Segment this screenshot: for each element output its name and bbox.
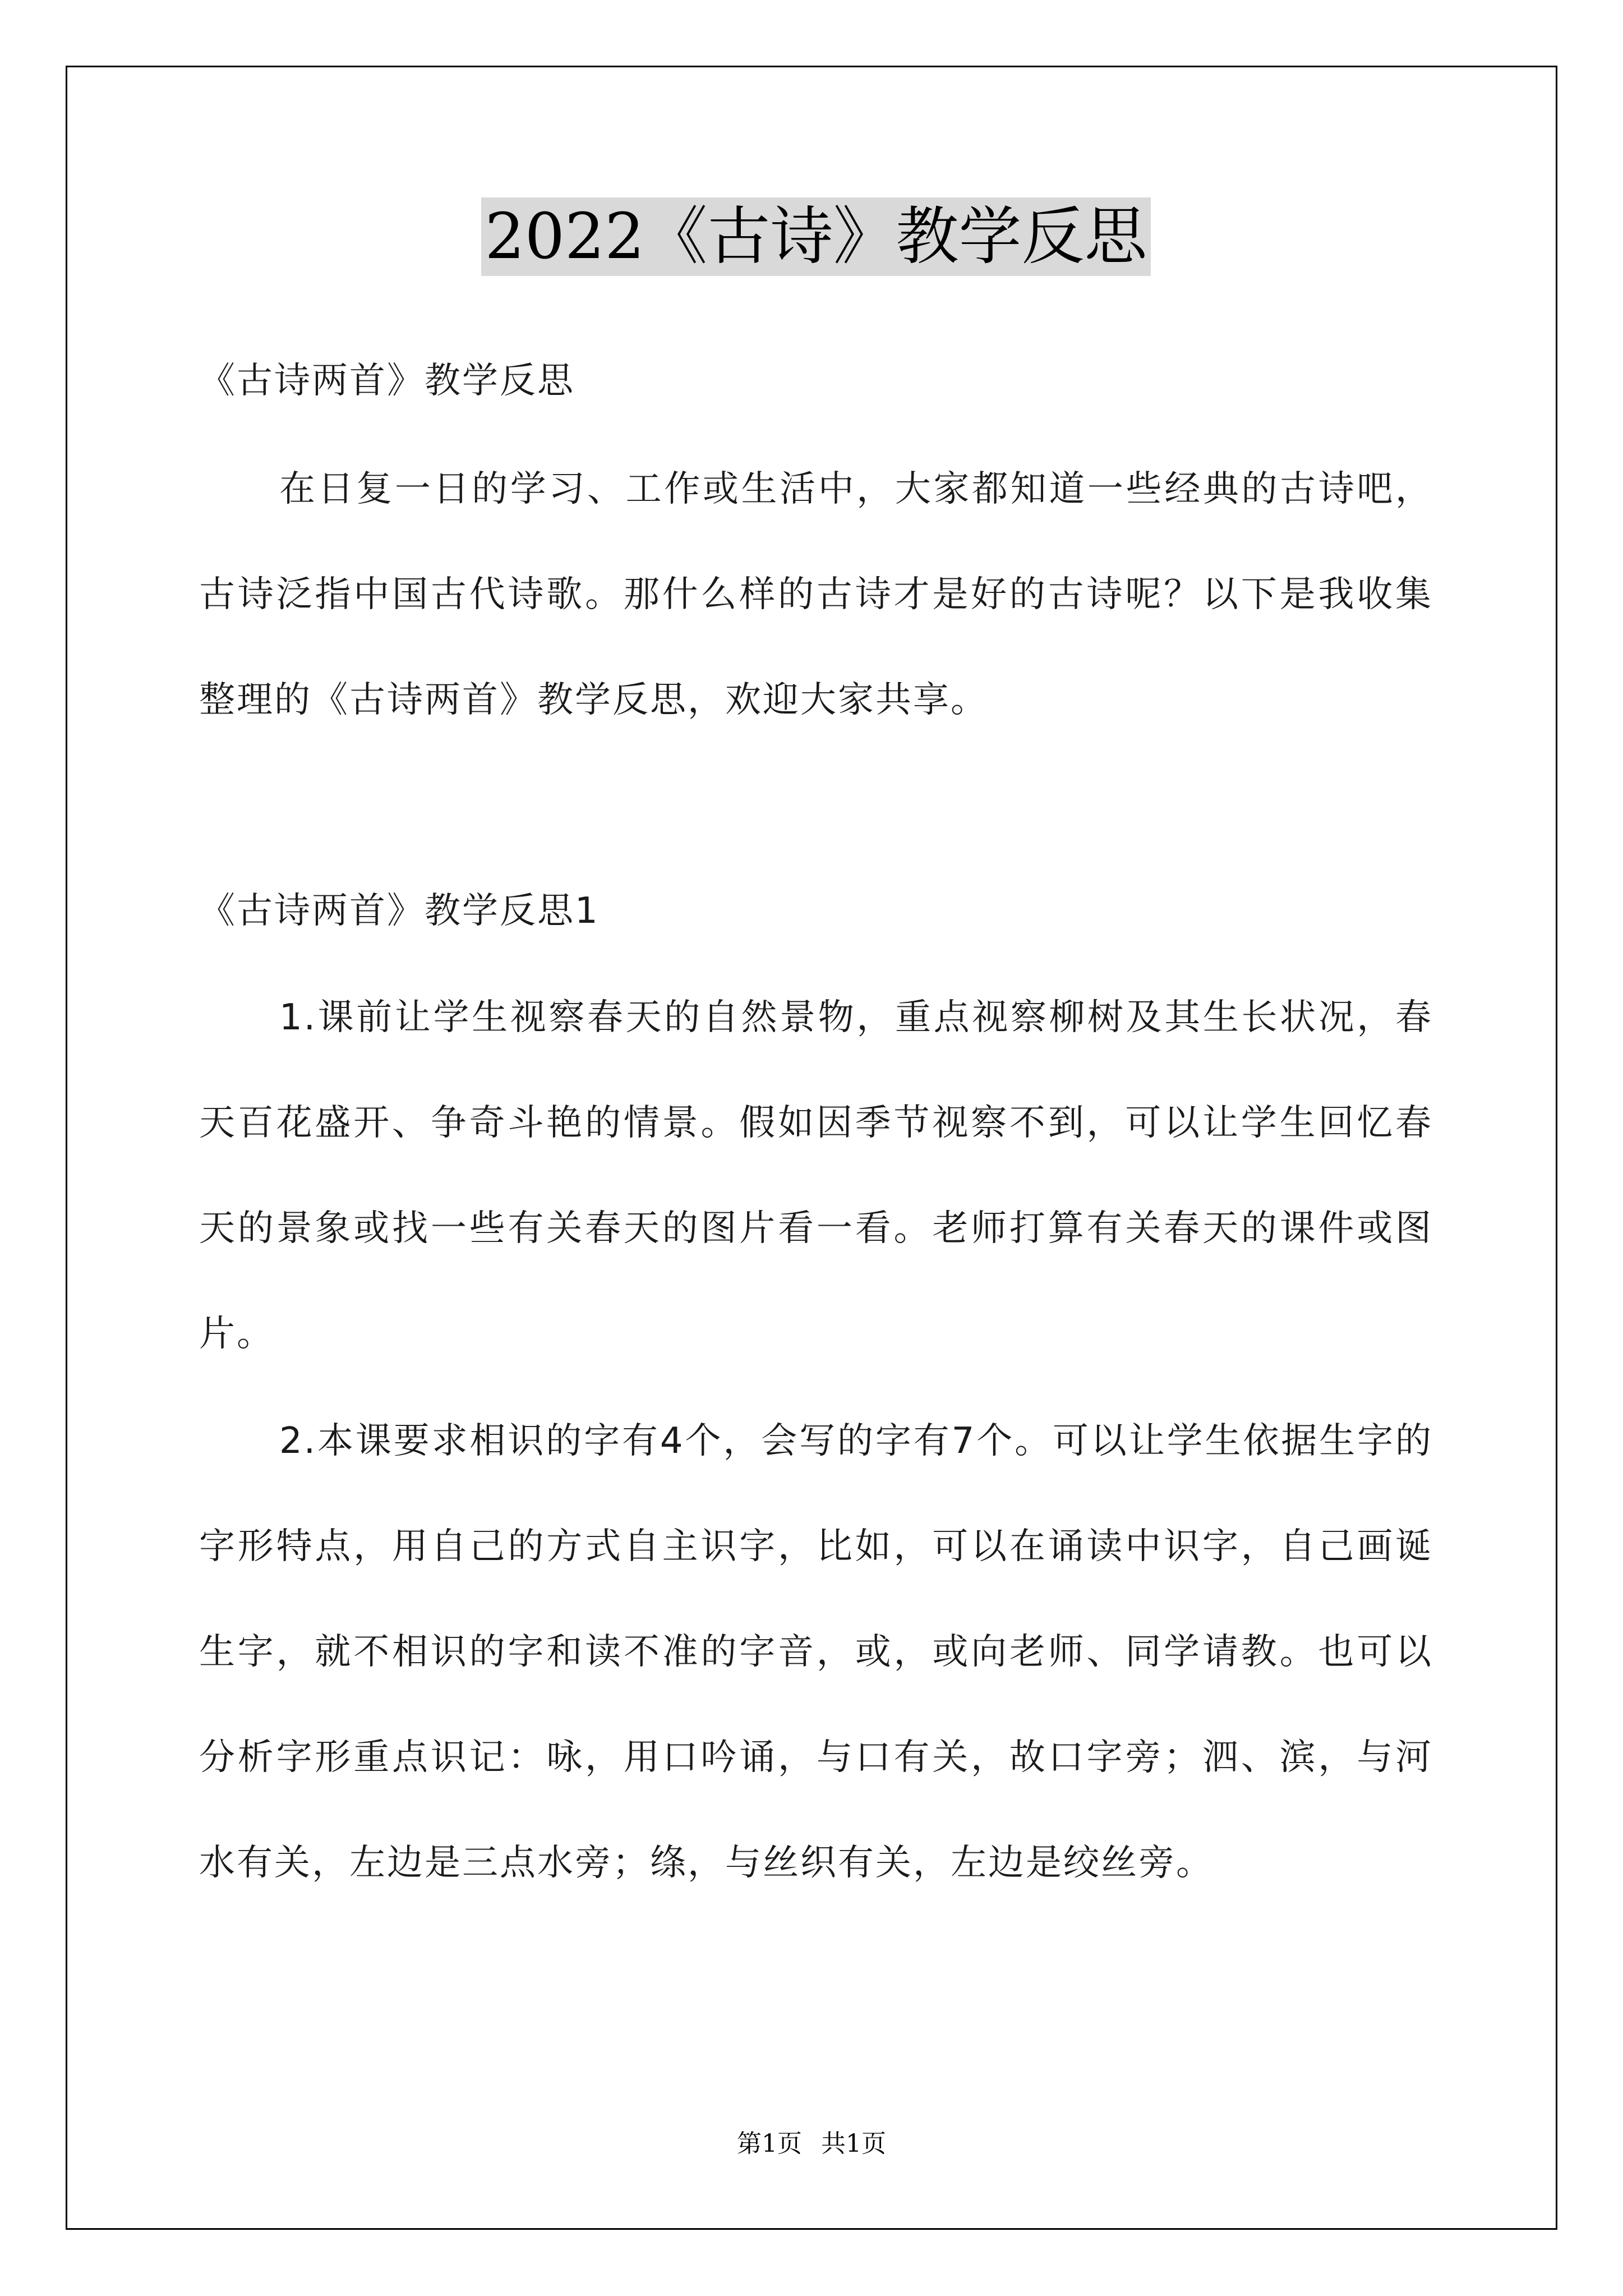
paragraph-item-1: 1.课前让学生视察春天的自然景物，重点视察柳树及其生长状况，春天百花盛开、争奇斗艳的情景。假如因季节视察不到，可以让学生回忆春天的景象或找一些有关春天的图片看一看。老师打算有关春天的课件或图片。 [199,997,1433,1355]
subtitle: 《古诗两首》教学反思 [199,360,575,402]
page-number-current: 第1页 [737,2129,802,2158]
page-number-total: 共1页 [821,2129,886,2158]
title-container [199,197,1433,276]
paragraph-item-2: 2.本课要求相识的字有4个，会写的字有7个。可以让学生依据生字的字形特点，用自己的方式自主识字，比如，可以在诵读中识字，自己画诞生字，就不相识的字和读不准的字音，或，或向老师、同学请教。也可以分析字形重点识记：咏，用口吟诵，与口有关，故口字旁；泗、滨，与河水有关，左边是三点水旁；绦，与丝织有关，左边是绞丝旁。 [199,1420,1433,1884]
intro-paragraph: 在日复一日的学习、工作或生活中，大家都知道一些经典的古诗吧，古诗泛指中国古代诗歌。那什么样的古诗才是好的古诗呢？以下是我收集整理的《古诗两首》教学反思，欢迎大家共享。 [199,468,1433,721]
page-footer [0,2123,1623,2159]
section-heading: 《古诗两首》教学反思1 [199,890,600,932]
document-title: 2022《古诗》教学反思 [481,197,1150,276]
